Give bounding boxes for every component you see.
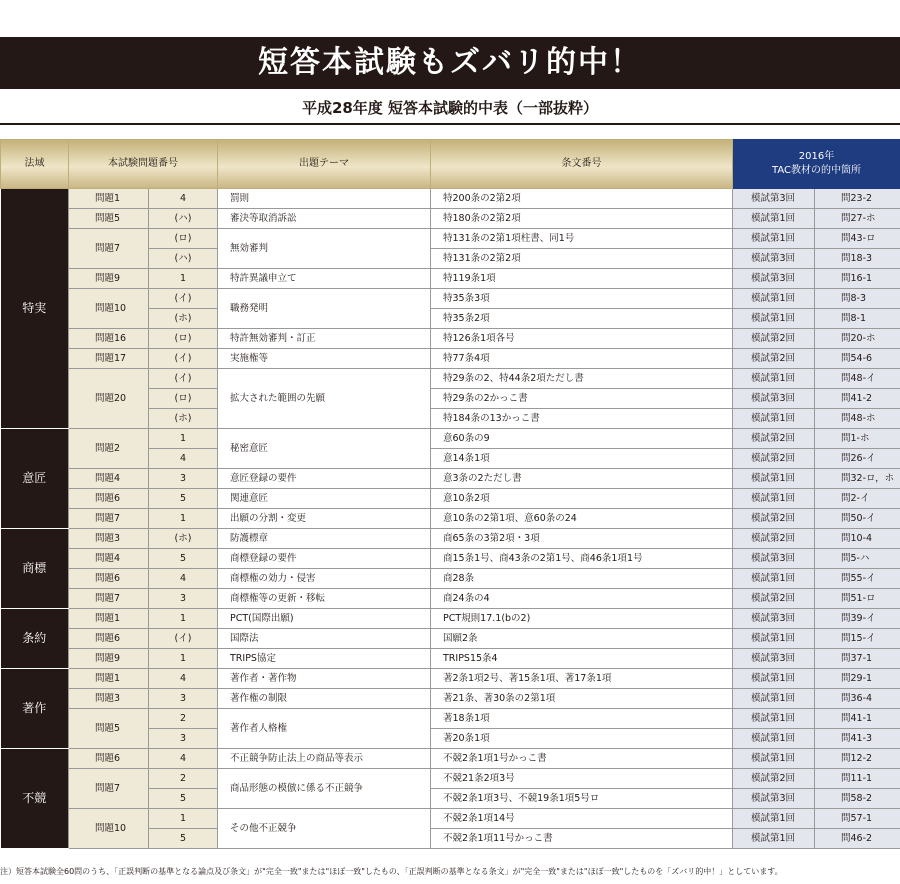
sub-number: (ホ): [149, 529, 218, 549]
theme-cell: 著作権の制限: [218, 689, 431, 709]
article-cell: 特119条1項: [431, 269, 733, 289]
question-ref-cell: 問26-イ: [815, 449, 900, 469]
question-number: 問題10: [69, 289, 149, 329]
question-number: 問題4: [69, 549, 149, 569]
question-ref-cell: 問36-4: [815, 689, 900, 709]
table-row: [1, 749, 900, 769]
theme-cell: 意匠登録の要件: [218, 469, 431, 489]
question-ref-cell: 問12-2: [815, 749, 900, 769]
theme-cell: 特許無効審判・訂正: [218, 329, 431, 349]
sub-number: (ロ): [149, 329, 218, 349]
question-ref-cell: 問54-6: [815, 349, 900, 369]
table-row: [1, 269, 900, 289]
question-number: 問題9: [69, 649, 149, 669]
question-number: 問題16: [69, 329, 149, 349]
question-number: 問題6: [69, 749, 149, 769]
question-number: 問題5: [69, 709, 149, 749]
sub-number: 3: [149, 469, 218, 489]
field-shohyo: 商標: [1, 529, 69, 609]
article-cell: 商24条の4: [431, 589, 733, 609]
sub-number: 3: [149, 589, 218, 609]
sub-number: (ホ): [149, 409, 218, 429]
theme-cell: 防護標章: [218, 529, 431, 549]
article-cell: 国願2条: [431, 629, 733, 649]
theme-cell: 不正競争防止法上の商品等表示: [218, 749, 431, 769]
article-cell: 特184条の13かっこ書: [431, 409, 733, 429]
sub-number: (イ): [149, 369, 218, 389]
table-row: [1, 509, 900, 529]
sub-number: 4: [149, 669, 218, 689]
mock-exam-cell: 模試第3回: [733, 189, 815, 209]
theme-cell: 著作者人格権: [218, 709, 431, 749]
header-article: 条文番号: [431, 140, 733, 189]
field-tokujitsu: 特実: [1, 189, 69, 429]
table-row: [1, 669, 900, 689]
article-cell: 特29条の2かっこ書: [431, 389, 733, 409]
table-row: [1, 369, 900, 389]
header-tac: [733, 140, 900, 189]
question-number: 問題7: [69, 509, 149, 529]
sub-number: (ロ): [149, 229, 218, 249]
sub-number: 2: [149, 769, 218, 789]
article-cell: 不競2条1項3号、不競19条1項5号ロ: [431, 789, 733, 809]
question-number: 問題5: [69, 209, 149, 229]
mock-exam-cell: 模試第1回: [733, 749, 815, 769]
article-cell: 特131条の2第2項: [431, 249, 733, 269]
question-ref-cell: 問57-1: [815, 809, 900, 829]
article-cell: 特35条3項: [431, 289, 733, 309]
sub-number: 1: [149, 269, 218, 289]
table-row: [1, 629, 900, 649]
theme-cell: 秘密意匠: [218, 429, 431, 469]
question-number: 問題3: [69, 529, 149, 549]
article-cell: 特29条の2、特44条2項ただし書: [431, 369, 733, 389]
question-number: 問題6: [69, 569, 149, 589]
question-ref-cell: 問1-ホ: [815, 429, 900, 449]
question-number: 問題6: [69, 489, 149, 509]
article-cell: 特77条4項: [431, 349, 733, 369]
article-cell: 著18条1項: [431, 709, 733, 729]
theme-cell: 国際法: [218, 629, 431, 649]
question-number: 問題2: [69, 429, 149, 469]
theme-cell: 実施権等: [218, 349, 431, 369]
article-cell: 商28条: [431, 569, 733, 589]
article-cell: 不競21条2項3号: [431, 769, 733, 789]
sub-number: 1: [149, 809, 218, 829]
question-ref-cell: 問20-ホ: [815, 329, 900, 349]
article-cell: 不競2条1項11号かっこ書: [431, 829, 733, 849]
sub-number: 5: [149, 829, 218, 849]
sub-number: 4: [149, 449, 218, 469]
article-cell: 不競2条1項14号: [431, 809, 733, 829]
question-number: 問題9: [69, 269, 149, 289]
article-cell: 特126条1項各号: [431, 329, 733, 349]
table-row: [1, 209, 900, 229]
question-ref-cell: 問16-1: [815, 269, 900, 289]
sub-number: 4: [149, 569, 218, 589]
question-ref-cell: 問11-1: [815, 769, 900, 789]
article-cell: 意10条の2第1項、意60条の24: [431, 509, 733, 529]
mock-exam-cell: 模試第1回: [733, 729, 815, 749]
article-cell: 著2条1項2号、著15条1項、著17条1項: [431, 669, 733, 689]
theme-cell: 職務発明: [218, 289, 431, 329]
table-row: [1, 489, 900, 509]
header-theme: 出題テーマ: [218, 140, 431, 189]
question-ref-cell: 問23-2: [815, 189, 900, 209]
article-cell: 意60条の9: [431, 429, 733, 449]
mock-exam-cell: 模試第3回: [733, 269, 815, 289]
mock-exam-cell: 模試第1回: [733, 489, 815, 509]
question-ref-cell: 問46-2: [815, 829, 900, 849]
question-number: 問題3: [69, 689, 149, 709]
question-ref-cell: 問8-3: [815, 289, 900, 309]
mock-exam-cell: 模試第2回: [733, 449, 815, 469]
mock-exam-cell: 模試第1回: [733, 809, 815, 829]
mock-exam-cell: 模試第1回: [733, 669, 815, 689]
sub-number: (イ): [149, 349, 218, 369]
question-number: 問題7: [69, 229, 149, 269]
article-cell: 特180条の2第2項: [431, 209, 733, 229]
question-number: 問題17: [69, 349, 149, 369]
mock-exam-cell: 模試第2回: [733, 769, 815, 789]
question-ref-cell: 問58-2: [815, 789, 900, 809]
article-cell: 商15条1号、商43条の2第1号、商46条1項1号: [431, 549, 733, 569]
sub-number: (ハ): [149, 249, 218, 269]
question-number: 問題1: [69, 189, 149, 209]
table-row: [1, 349, 900, 369]
article-cell: 特35条2項: [431, 309, 733, 329]
table-row: [1, 189, 900, 209]
mock-exam-cell: 模試第3回: [733, 389, 815, 409]
question-ref-cell: 問50-イ: [815, 509, 900, 529]
theme-cell: 無効審判: [218, 229, 431, 269]
question-ref-cell: 問8-1: [815, 309, 900, 329]
header-tac-label: TAC教材の的中箇所: [772, 165, 861, 176]
question-number: 問題4: [69, 469, 149, 489]
article-cell: 著21条、著30条の2第1項: [431, 689, 733, 709]
mock-exam-cell: 模試第2回: [733, 509, 815, 529]
mock-exam-cell: 模試第3回: [733, 249, 815, 269]
header-question: 本試験問題番号: [69, 140, 218, 189]
article-cell: 不競2条1項1号かっこ書: [431, 749, 733, 769]
question-number: 問題7: [69, 769, 149, 809]
mock-exam-cell: 模試第1回: [733, 409, 815, 429]
article-cell: 意10条2項: [431, 489, 733, 509]
field-chosaku: 著作: [1, 669, 69, 749]
question-ref-cell: 問55-イ: [815, 569, 900, 589]
mock-exam-cell: 模試第1回: [733, 709, 815, 729]
theme-cell: 著作者・著作物: [218, 669, 431, 689]
sub-number: 1: [149, 509, 218, 529]
mock-exam-cell: 模試第2回: [733, 529, 815, 549]
table-row: [1, 549, 900, 569]
hit-table: [0, 139, 900, 849]
mock-exam-cell: 模試第1回: [733, 229, 815, 249]
mock-exam-cell: 模試第3回: [733, 549, 815, 569]
mock-exam-cell: 模試第1回: [733, 289, 815, 309]
mock-exam-cell: 模試第1回: [733, 829, 815, 849]
question-ref-cell: 問15-イ: [815, 629, 900, 649]
sub-number: 5: [149, 789, 218, 809]
table-row: [1, 689, 900, 709]
sub-number: 4: [149, 749, 218, 769]
mock-exam-cell: 模試第2回: [733, 349, 815, 369]
sub-number: 1: [149, 609, 218, 629]
mock-exam-cell: 模試第2回: [733, 429, 815, 449]
banner-title: 短答本試験もズバリ的中！: [0, 37, 900, 89]
article-cell: TRIPS15条4: [431, 649, 733, 669]
sub-number: (ハ): [149, 209, 218, 229]
theme-cell: PCT(国際出願): [218, 609, 431, 629]
question-number: 問題20: [69, 369, 149, 429]
question-ref-cell: 問41-1: [815, 709, 900, 729]
question-ref-cell: 問27-ホ: [815, 209, 900, 229]
theme-cell: 審決等取消訴訟: [218, 209, 431, 229]
question-ref-cell: 問39-イ: [815, 609, 900, 629]
mock-exam-cell: 模試第1回: [733, 209, 815, 229]
question-ref-cell: 問29-1: [815, 669, 900, 689]
sub-number: 3: [149, 729, 218, 749]
article-cell: 意14条1項: [431, 449, 733, 469]
header-field: 法域: [1, 140, 69, 189]
article-cell: 商65条の3第2項・3項: [431, 529, 733, 549]
mock-exam-cell: 模試第1回: [733, 469, 815, 489]
theme-cell: 商標権の効力・侵害: [218, 569, 431, 589]
mock-exam-cell: 模試第3回: [733, 609, 815, 629]
mock-exam-cell: 模試第1回: [733, 369, 815, 389]
article-cell: 著20条1項: [431, 729, 733, 749]
question-ref-cell: 問37-1: [815, 649, 900, 669]
field-fukyo: 不競: [1, 749, 69, 849]
table-row: [1, 589, 900, 609]
table-row: [1, 289, 900, 309]
header-tac-year: 2016年: [798, 151, 835, 162]
question-ref-cell: 問32-ロ，ホ: [815, 469, 900, 489]
divider: [0, 123, 900, 125]
question-number: 問題1: [69, 669, 149, 689]
sub-number: 2: [149, 709, 218, 729]
mock-exam-cell: 模試第3回: [733, 789, 815, 809]
article-cell: 特200条の2第2項: [431, 189, 733, 209]
article-cell: 特131条の2第1項柱書、同1号: [431, 229, 733, 249]
table-row: [1, 429, 900, 449]
question-ref-cell: 問10-4: [815, 529, 900, 549]
theme-cell: 出願の分割・変更: [218, 509, 431, 529]
theme-cell: 商標権等の更新・移転: [218, 589, 431, 609]
sub-number: (ロ): [149, 389, 218, 409]
question-ref-cell: 問5-ハ: [815, 549, 900, 569]
table-subtitle: 平成28年度 短答本試験的中表（一部抜粋）: [301, 99, 599, 117]
table-row: [1, 709, 900, 729]
question-number: 問題6: [69, 629, 149, 649]
table-row: [1, 769, 900, 789]
mock-exam-cell: 模試第3回: [733, 649, 815, 669]
question-number: 問題10: [69, 809, 149, 849]
table-row: [1, 809, 900, 829]
sub-number: 1: [149, 649, 218, 669]
sub-number: 4: [149, 189, 218, 209]
sub-number: 1: [149, 429, 218, 449]
question-ref-cell: 問41-2: [815, 389, 900, 409]
question-number: 問題7: [69, 589, 149, 609]
table-row: [1, 329, 900, 349]
sub-number: (イ): [149, 629, 218, 649]
theme-cell: 商品形態の模倣に係る不正競争: [218, 769, 431, 809]
theme-cell: 特許異議申立て: [218, 269, 431, 289]
article-cell: PCT規則17.1(bの2): [431, 609, 733, 629]
sub-number: 5: [149, 549, 218, 569]
table-header-row: [1, 140, 900, 189]
sub-number: (イ): [149, 289, 218, 309]
theme-cell: 商標登録の要件: [218, 549, 431, 569]
question-ref-cell: 問41-3: [815, 729, 900, 749]
question-ref-cell: 問43-ロ: [815, 229, 900, 249]
table-row: [1, 529, 900, 549]
sub-number: 3: [149, 689, 218, 709]
table-row: [1, 649, 900, 669]
footnote: 注）短答本試験全60問のうち、「正誤判断の基準となる論点及び条文」が"完全一致"または"ほぼ一致"したもの、「正誤判断の基準となる条文」が"完全一致"または"ほぼ一致"したものを「ズバリ的中！」としています。: [0, 867, 783, 876]
field-joyaku: 条約: [1, 609, 69, 669]
question-ref-cell: 問51-ロ: [815, 589, 900, 609]
sub-number: (ホ): [149, 309, 218, 329]
question-ref-cell: 問48-イ: [815, 369, 900, 389]
theme-cell: 拡大された範囲の先願: [218, 369, 431, 429]
mock-exam-cell: 模試第1回: [733, 309, 815, 329]
field-isho: 意匠: [1, 429, 69, 529]
question-ref-cell: 問2-イ: [815, 489, 900, 509]
theme-cell: 関連意匠: [218, 489, 431, 509]
theme-cell: その他不正競争: [218, 809, 431, 849]
question-ref-cell: 問48-ホ: [815, 409, 900, 429]
mock-exam-cell: 模試第1回: [733, 629, 815, 649]
question-ref-cell: 問18-3: [815, 249, 900, 269]
mock-exam-cell: 模試第1回: [733, 569, 815, 589]
mock-exam-cell: 模試第2回: [733, 329, 815, 349]
article-cell: 意3条の2ただし書: [431, 469, 733, 489]
mock-exam-cell: 模試第1回: [733, 689, 815, 709]
theme-cell: TRIPS協定: [218, 649, 431, 669]
sub-number: 5: [149, 489, 218, 509]
question-number: 問題1: [69, 609, 149, 629]
mock-exam-cell: 模試第2回: [733, 589, 815, 609]
table-row: [1, 609, 900, 629]
table-row: [1, 569, 900, 589]
table-row: [1, 229, 900, 249]
table-row: [1, 469, 900, 489]
theme-cell: 罰則: [218, 189, 431, 209]
